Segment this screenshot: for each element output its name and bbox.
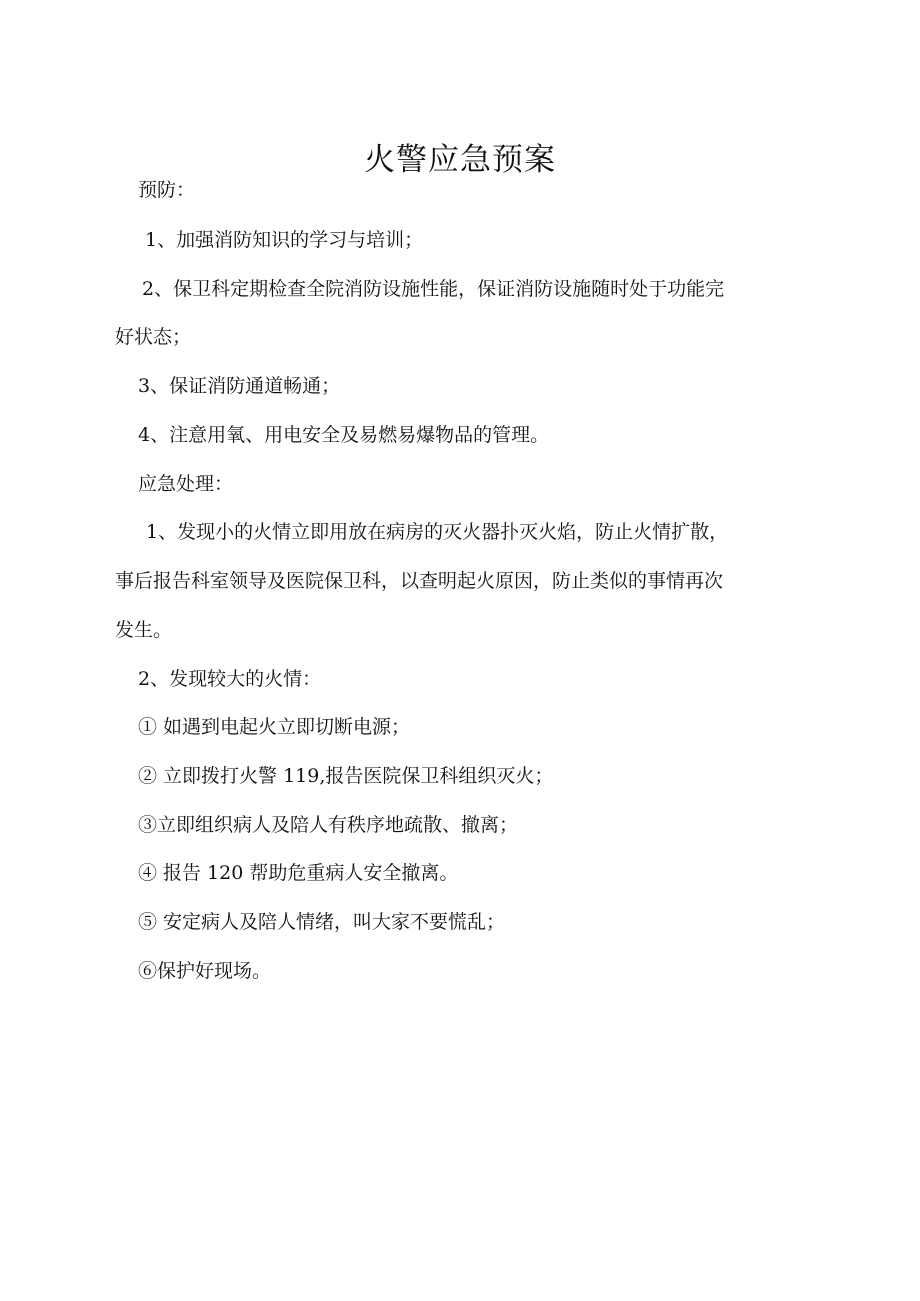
section-heading-emergency: 应急处理： <box>138 473 234 495</box>
prevention-item-1: 1、加强消防知识的学习与培训； <box>145 229 424 251</box>
emergency-subitem-2: ② 立即拨打火警 119,报告医院保卫科组织灭火； <box>138 765 554 787</box>
prevention-item-2-continued: 好状态； <box>115 326 192 348</box>
emergency-item-2: 2、发现较大的火情： <box>138 668 322 690</box>
document-title: 火警应急预案 <box>364 141 556 178</box>
prevention-item-2: 2、保卫科定期检查全院消防设施性能，保证消防设施随时处于功能完 <box>142 278 725 300</box>
prevention-item-3: 3、保证消防通道畅通； <box>138 375 341 397</box>
emergency-subitem-6: ⑥保护好现场。 <box>138 960 272 982</box>
emergency-item-1: 1、发现小的火情立即用放在病房的灭火器扑灭火焰，防止火情扩散， <box>146 521 729 543</box>
emergency-item-1-end: 发生。 <box>115 619 173 641</box>
section-heading-prevention: 预防： <box>138 179 196 201</box>
emergency-subitem-4: ④ 报告 120 帮助危重病人安全撤离。 <box>138 862 459 884</box>
prevention-item-4: 4、注意用氧、用电安全及易燃易爆物品的管理。 <box>138 424 550 446</box>
emergency-item-1-continued: 事后报告科室领导及医院保卫科，以查明起火原因，防止类似的事情再次 <box>115 570 724 592</box>
emergency-subitem-5: ⑤ 安定病人及陪人情绪，叫大家不要慌乱； <box>138 911 506 933</box>
emergency-subitem-1: ① 如遇到电起火立即切断电源； <box>138 716 411 738</box>
emergency-subitem-3: ③立即组织病人及陪人有秩序地疏散、撤离； <box>138 814 519 836</box>
